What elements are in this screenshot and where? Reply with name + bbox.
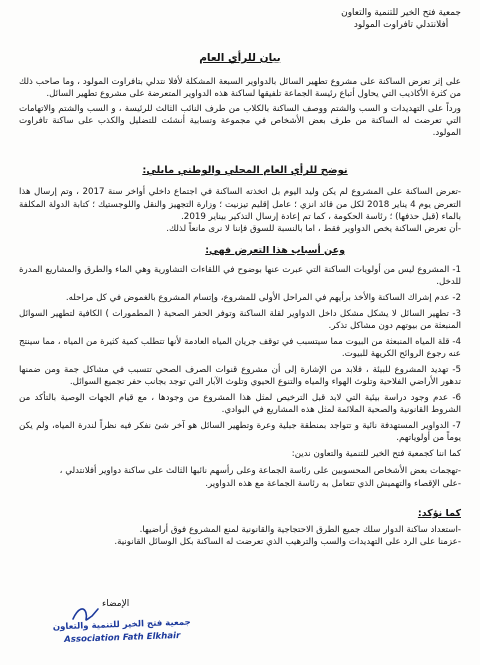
clarification-points <box>19 186 461 235</box>
clarification-heading-text: نوضح للرأي العام المحلي والوطني مايلي: <box>142 165 348 177</box>
affirm-heading <box>19 507 461 521</box>
reason-item-6: 6- عدم وجود دراسة بيئية التي لابد قبل الترخيص لمثل هذا المشروع من وجودها ، مع قيام الجهات الوصية بالتأكد من الشروط القانونية والصحية الملائمة لمثل هذه المشاريع في البوادي. <box>19 392 461 416</box>
reason-item-7: 7- الدواوير المستهدفة نائية و تتواجد بمنطقة جبلية وعرة وتطهير السائل هو آخر شئ نفكر فيه نظراً لندرة المياه، ولم يكن يوماً من أولوياتهم. <box>19 420 461 444</box>
reason-item-3: 3- تطهير السائل لا يشكل مشكل داخل الدواوير لقلة الساكنة وتوفر الحفر الصحية ( المطمورات ) الكافية لتطهير السوائل المنبعثة من بيوتهم دون مشاكل تذكر. <box>19 308 461 331</box>
association-header <box>19 7 461 31</box>
association-stamp <box>52 617 193 647</box>
stamp-arabic-text: جمعية فتح الخير للتنمية والتعاون <box>52 617 191 633</box>
clarification-point-1: -تعرض الساكنة على المشروع لم يكن وليد اليوم بل اتخذته الساكنة في اجتماع داخلي أواخر سنة 2017 ، وتم إرسال هذا التعرض يوم 4 يناير 2018 لكل من قائد انزي ؛ عامل إقليم تيزنيت ؛ وزارة التجهيز والنقل واللوجستيك ؛ كتابة الدولة المكلفة بالماء (قبل حذفها) ؛ رئاسة الحكومة ، كما تم إعادة إرسال التذكير بيناير 2019. <box>19 187 461 223</box>
affirm-item-1: -استعداد ساكنة الدوار سلك جميع الطرق الاحتجاجية والقانونية لمنع المشروع فوق أراضيها. <box>139 524 461 535</box>
reason-item-1: 1- المشروع ليس من أولويات الساكنة التي عبرت عنها بوضوح في اللقاءات التشاورية وهي الماء والطرق والمشاريع المدرة للدخل. <box>19 264 461 287</box>
stamp-latin-text: Association Fath Elkhair <box>63 630 181 646</box>
affirm-heading-text: كما نؤكد: <box>417 507 461 519</box>
reasons-heading-text: وعن أسباب هذا التعرض فهي: <box>205 244 345 256</box>
reason-item-2: 2- عدم إشراك الساكنة والأخذ برأيهم في المراحل الأولى للمشروع، وإتسام المشروع بالغموض في كل مراحله. <box>65 292 461 303</box>
condemn-intro: كما اننا كجمعية فتح الخير للتنمية والتعاون ندين: <box>291 449 461 460</box>
clarification-point-2: -أن تعرض الساكنة يخص الدواوير فقط ، اما بالنسبة للسوق فإننا لا نرى مانعاً لذلك. <box>166 224 461 235</box>
reasons-heading <box>19 244 461 258</box>
intro-paragraph-2: ورداً على التهديدات و السب والشتم ووصف الساكنة بالكلاب من طرف النائب الثالث للرئيسة ، و السب والشتم والاتهامات التي تعرضت له الساكنة من طرف بعض الأشخاص في مجموعة وتسابية أنشئت للتضليل والكذب على ساكنة تافراوت المولود. <box>19 103 461 139</box>
affirm-item-2: -عزمنا على الرد على التهديدات والسب والترهيب الذي تعرضت له الساكنة بكل الوسائل القانونية. <box>114 537 461 548</box>
signature-label: الإمضاء <box>102 599 130 609</box>
association-name: جمعية فتح الخير للتنمية والتعاون <box>341 8 461 18</box>
condemn-item-2: -على الإقصاء والتهميش الذي تتعامل به رئاسة الجماعة مع هذه الدواوير. <box>205 478 461 489</box>
condemn-item-1: -تهجمات بعض الأشخاص المحسوبين على رئاسة الجماعة وعلى رأسهم نائبها الثالث على ساكنة دواوير أفلانتدلي ، <box>59 466 461 477</box>
affirm-list <box>19 524 461 549</box>
document-title <box>19 51 461 65</box>
association-header-block <box>341 7 461 31</box>
association-location: أفلانتدلي تافراوت المولود <box>353 20 449 30</box>
document-title-text: بيان للرأي العام <box>199 52 281 64</box>
statement-body <box>19 7 461 549</box>
intro-paragraph-1: على إثر تعرض الساكنة على مشروع تطهير السائل بالدواوير السبعة المشكلة لأفلا نتدلي بتافراوت المولود ، وما صاحب ذلك من كثرة الأكاذيب التي يحاول أتباع رئيسة الجماعة تلفيقها لساكنة هذه الدواوير المتعرضة على مشروع تطهير السائل. <box>19 77 461 100</box>
reason-item-5: 5- تهديد المشروع للبيئة ، فلابد من الإشارة إلى أن مشروع قنوات الصرف الصحي تتسبب في مشاكل جمة ومن ضمنها تدهور الأراضي الفلاحية وتلوث الهواء والمياه والتنوع الحيوي وتلوث الآبار التي توجد بجانب حفر تجميع السوائل. <box>19 364 461 388</box>
reasons-list <box>19 264 461 445</box>
condemn-list <box>19 465 461 490</box>
clarification-heading <box>19 164 461 178</box>
reason-item-4: 4- قلة المياه المنبعثة من البيوت مما سيتسبب في توقف جريان المياه العادمة لأنها تتطلب كمية كثيرة من المياه ، مما سينتج عنه رجوع الروائح الكريهة للبيوت. <box>19 336 461 359</box>
